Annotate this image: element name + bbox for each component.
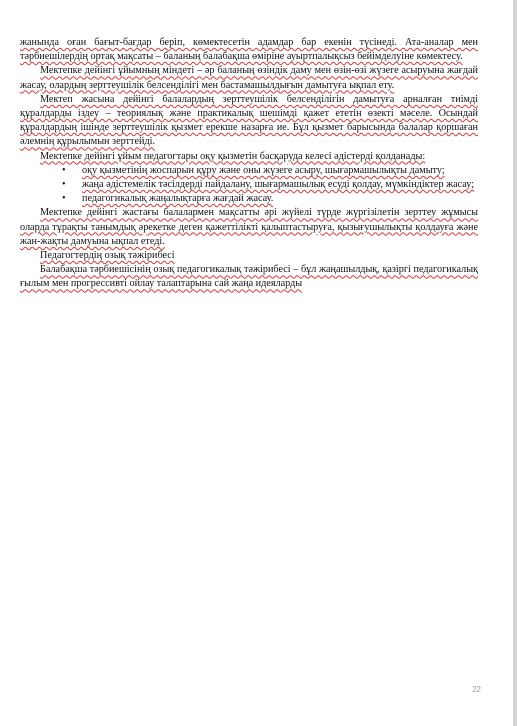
section-heading: Педагогтердің озық тәжірибесі	[40, 250, 175, 262]
list-item: • жаңа әдістемелік тәсілдерді пайдалану, шығармашылық есуді қолдау, мүмкіндіктер жасау;	[82, 178, 478, 192]
bullet-list	[20, 164, 478, 207]
paragraph-2: Мектепке дейінгі ұйымның міндеті – әр баланың өзіндік даму мен өзін-өзі жүзеге асыруына жағдай жасау, олардың зерттеушілік белсенділігі мен бастамашылдығын дамытуға ықпал ету.	[20, 65, 478, 91]
paragraph-4: Мектепке дейінгі ұйым педагогтары оқу қызметін басқаруда келесі әдістерді қолданады:	[40, 150, 426, 162]
document-body	[20, 36, 478, 292]
paragraph-after-list: Мектепке дейінгі жастағы балалармен мақсатты әрі жүйелі түрде жүргізілетін зерттеу жұмысы оларда тұрақты танымдық әрекетке деген қажеттілікті қалыптастыруға, қызығушылықты қолдауға және жан-жақты дамуына ықпал етеді.	[20, 207, 478, 247]
paragraph-1: жанында оған бағыт-бағдар беріп, көмектесетін адамдар бар екенін түсінеді. Ата-аналар мен тәрбиешілердің ортақ мақсаты – баланың балабақша өміріне ауыртпалықсыз бейімделуіне көмектесу.	[20, 37, 478, 63]
list-item: • педагогикалық жаңалықтарға жағдай жасау.	[82, 192, 478, 206]
list-item: • оқу қызметінің жоспарын құру және оны жүзеге асыру, шығармашылықты дамыту;	[82, 164, 478, 178]
final-paragraph: Балабақша тәрбиешісінің озық педагогикалық тәжірибесі – бұл жаңашылдық, қазіргі педагогикалық ғылым мен прогрессивті ойлау талаптарына сай жаңа идеяларды	[20, 264, 478, 290]
paragraph-3: Мектеп жасына дейінгі балалардың зерттеушілік белсенділігін дамытуға арналған тиімді құралдарды іздеу – теориялық және практикалық шешімді қажет ететін өзекті мәселе. Осындай құралдардың ішінде зерттеушілік қызмет ерекше назарға ие. Бұл қызмет барысында балалар қоршаған әлемнің құрылымын зерттейді.	[20, 93, 478, 148]
page-edge-shadow	[513, 0, 517, 726]
page-number: 22	[472, 685, 481, 694]
